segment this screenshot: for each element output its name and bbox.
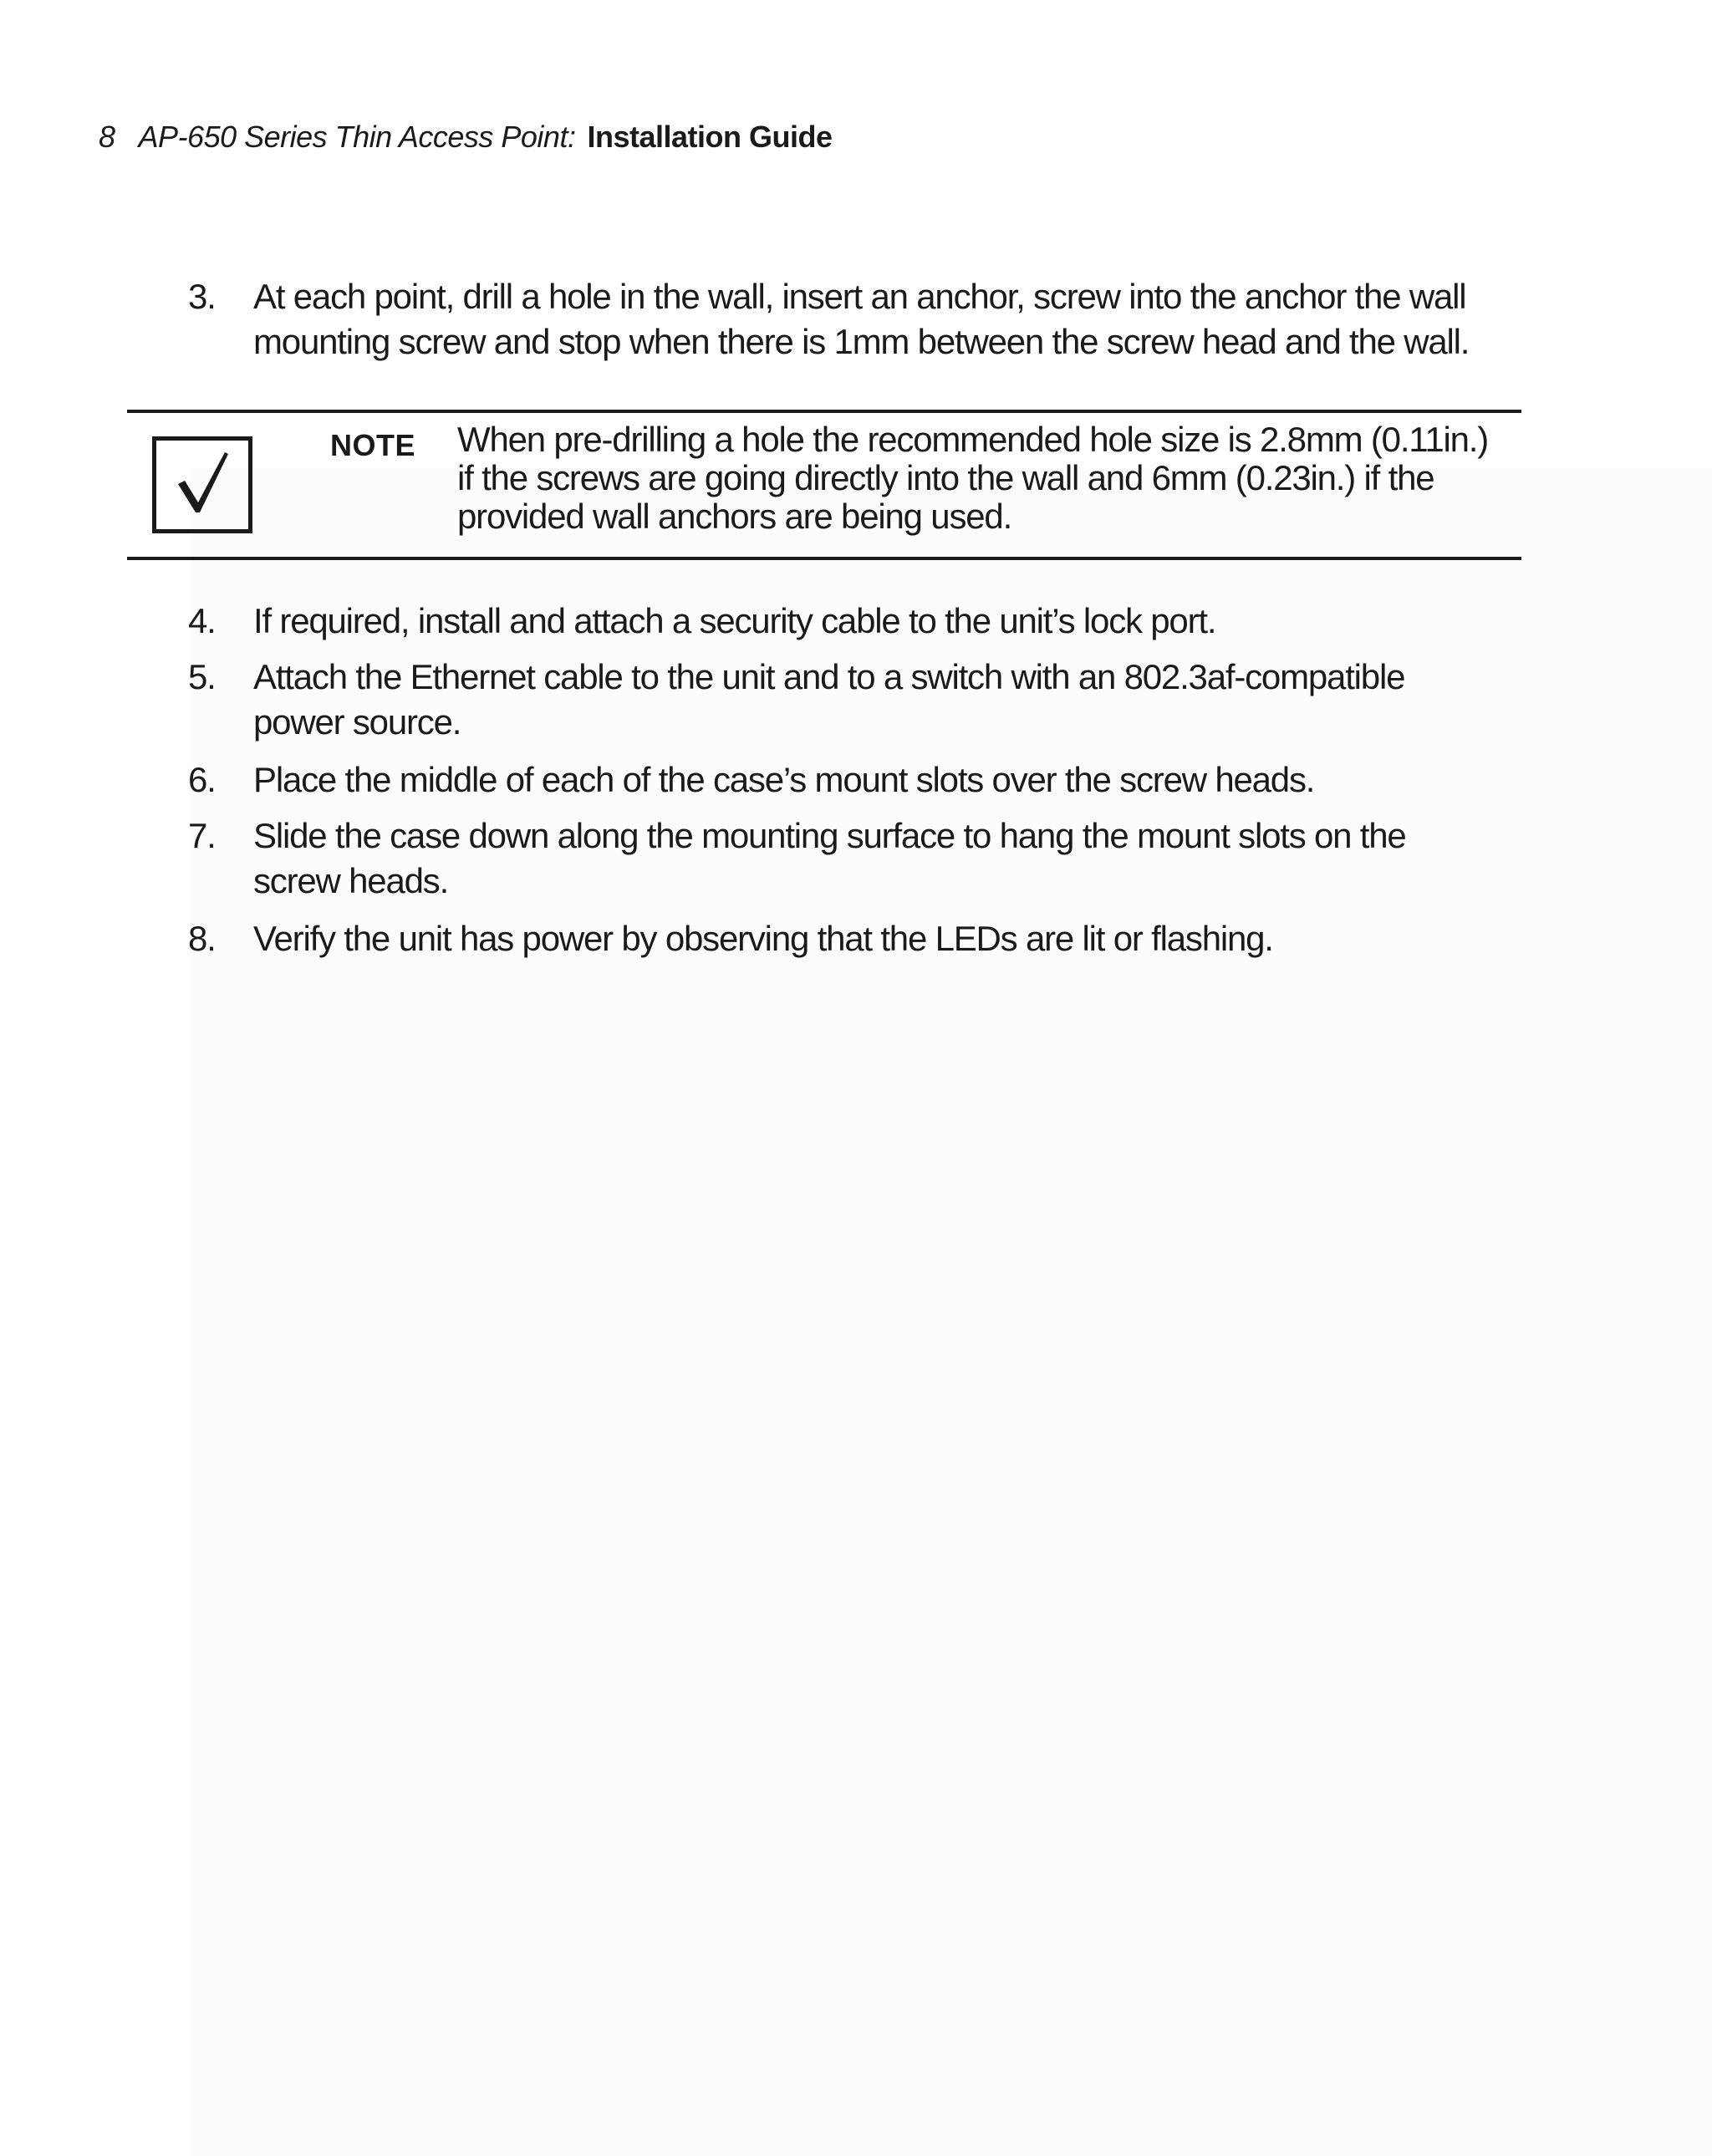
page-number: 8 [99,120,115,154]
step-number: 4. [188,601,216,640]
page-header [99,119,832,155]
document-subtitle: Installation Guide [587,120,833,154]
step-number: 7. [188,816,216,855]
document-title: AP-650 Series Thin Access Point: [138,120,576,154]
step-text: Verify the unit has power by observing that the LEDs are lit or flashing. [253,919,1273,958]
step-text: If required, install and attach a security cable to the unit’s lock port. [253,601,1216,640]
note-bottom-rule [127,557,1521,560]
step-text: Attach the Ethernet cable to the unit and to a switch with an 802.3af-compatible power source. [253,657,1405,742]
step-number: 5. [188,657,216,696]
step-number: 3. [188,277,216,316]
step-number: 6. [188,760,216,799]
step-text: At each point, drill a hole in the wall, insert an anchor, screw into the anchor the wall mounting screw and stop when there is 1mm between the screw head and the wall. [253,277,1470,361]
note-label: NOTE [330,428,416,462]
step-number: 8. [188,919,216,958]
step-text: Place the middle of each of the case’s mount slots over the screw heads. [253,760,1315,799]
note-top-rule [127,410,1521,413]
step-text: Slide the case down along the mounting surface to hang the mount slots on the screw heads. [253,816,1406,900]
note-text: When pre-drilling a hole the recommended hole size is 2.8mm (0.11in.) if the screws are going directly into the wall and 6mm (0.23in.) if the provided wall anchors are being used. [457,420,1489,536]
checkmark-box-icon [152,436,252,533]
